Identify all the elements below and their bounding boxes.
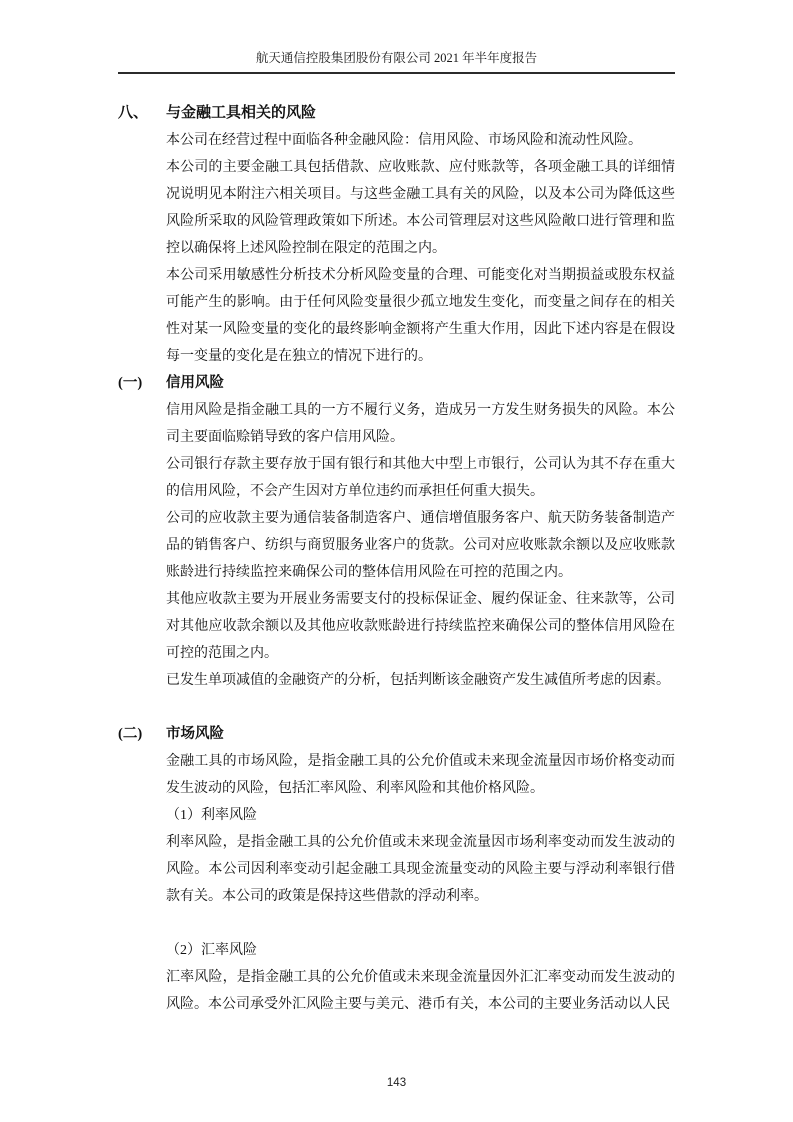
subheading: （1）利率风险 xyxy=(166,808,257,823)
heading-number: 八、 xyxy=(118,105,149,121)
blank-line xyxy=(166,910,675,937)
paragraph: 金融工具的市场风险，是指金融工具的公允价值或未来现金流量因市场价格变动而发生波动的风险，包括汇率风险、利率风险和其他价格风险。 xyxy=(166,754,675,796)
document-content xyxy=(118,100,675,1018)
paragraph: 汇率风险，是指金融工具的公允价值或未来现金流量因外汇汇率变动而发生波动的风险。本公司承受外汇风险主要与美元、港币有关，本公司的主要业务活动以人民 xyxy=(166,970,675,1012)
heading2 xyxy=(118,370,675,397)
paragraph: 本公司的主要金融工具包括借款、应收账款、应付账款等，各项金融工具的详细情况说明见本附注六相关项目。与这些金融工具有关的风险，以及本公司为降低这些风险所采取的风险管理政策如下所述。本公司管理层对这些风险敞口进行管理和监控以确保将上述风险控制在限定的范围之内。 xyxy=(166,160,675,256)
page-number: 143 xyxy=(386,1077,407,1089)
paragraph: 已发生单项减值的金融资产的分析，包括判断该金融资产发生减值所考虑的因素。 xyxy=(166,673,670,688)
paragraph: 公司银行存款主要存放于国有银行和其他大中型上市银行，公司认为其不存在重大的信用风险，不会产生因对方单位违约而承担任何重大损失。 xyxy=(166,457,675,499)
heading2 xyxy=(118,721,675,748)
paragraph: 信用风险是指金融工具的一方不履行义务，造成另一方发生财务损失的风险。本公司主要面临赊销导致的客户信用风险。 xyxy=(166,403,675,445)
paragraph: 本公司采用敏感性分析技术分析风险变量的合理、可能变化对当期损益或股东权益可能产生的影响。由于任何风险变量很少孤立地发生变化，而变量之间存在的相关性对某一风险变量的变化的最终影响金额将产生重大作用，因此下述内容是在假设每一变量的变化是在独立的情况下进行的。 xyxy=(166,268,675,364)
heading-number: (二) xyxy=(118,726,143,742)
heading-number: (一) xyxy=(118,375,143,391)
paragraph: 公司的应收款主要为通信装备制造客户、通信增值服务客户、航天防务装备制造产品的销售客户、纺织与商贸服务业客户的货款。公司对应收账款余额以及应收账款账龄进行持续监控来确保公司的整体信用风险在可控的范围之内。 xyxy=(166,511,675,580)
paragraph: 本公司在经营过程中面临各种金融风险：信用风险、市场风险和流动性风险。 xyxy=(166,133,642,148)
heading-title: 与金融工具相关的风险 xyxy=(166,105,317,121)
heading1 xyxy=(118,100,675,127)
paragraph: 利率风险，是指金融工具的公允价值或未来现金流量因市场利率变动而发生波动的风险。本公司因利率变动引起金融工具现金流量变动的风险主要与浮动利率银行借款有关。本公司的政策是保持这些借款的浮动利率。 xyxy=(166,835,675,904)
blank-line xyxy=(166,694,675,721)
heading-title: 市场风险 xyxy=(166,726,224,742)
heading-title: 信用风险 xyxy=(166,375,224,391)
subheading: （2）汇率风险 xyxy=(166,943,257,958)
page-header-title: 航天通信控股集团股份有限公司 2021 年半年度报告 xyxy=(118,50,675,74)
paragraph: 其他应收款主要为开展业务需要支付的投标保证金、履约保证金、往来款等，公司对其他应收款余额以及其他应收款账龄进行持续监控来确保公司的整体信用风险在可控的范围之内。 xyxy=(166,592,675,661)
